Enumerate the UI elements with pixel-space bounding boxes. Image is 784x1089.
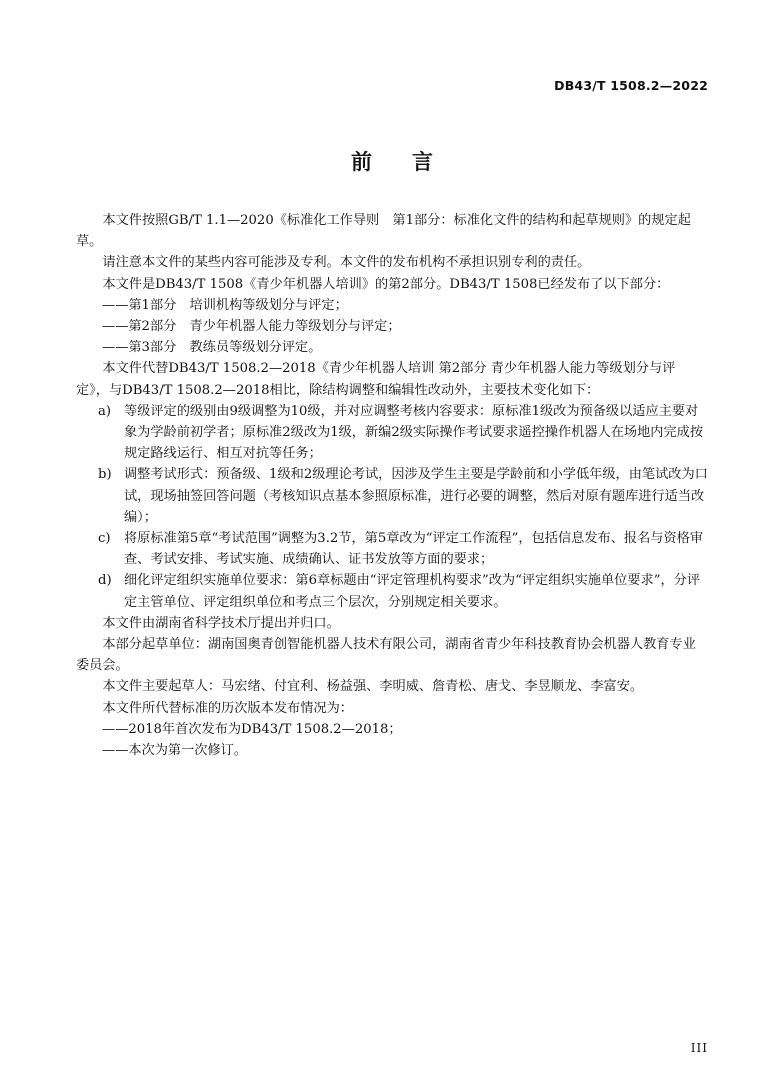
title-char-1: 前 xyxy=(351,150,372,174)
list-item-change-d xyxy=(76,570,708,612)
list-item-change-b xyxy=(76,464,708,528)
paragraph-patent-notice: 请注意本文件的某些内容可能涉及专利。本文件的发布机构不承担识别专利的责任。 xyxy=(102,255,591,271)
paragraph-proposer: 本文件由湖南省科学技术厅提出并归口。 xyxy=(102,615,340,631)
paragraph-part-of-series: 本文件是DB43/T 1508《青少年机器人培训》的第2部分。DB43/T 1508已经发布了以下部分： xyxy=(102,276,670,292)
page-title xyxy=(0,146,784,176)
list-marker: b) xyxy=(98,467,112,483)
list-item-part-1: ——第1部分 培训机构等级划分与评定； xyxy=(102,297,348,313)
list-item-change-c xyxy=(76,528,708,570)
list-text: 细化评定组织实施单位要求：第6章标题由“评定管理机构要求”改为“评定组织实施单位要求”，分评定主管单位、评定组织单位和考点三个层次，分别规定相关要求。 xyxy=(124,573,701,610)
list-item-change-a xyxy=(76,401,708,465)
list-marker: a) xyxy=(98,403,112,419)
paragraph-drafting-rules: 本文件按照GB/T 1.1—2020《标准化工作导则 第1部分：标准化文件的结构和起草规则》的规定起草。 xyxy=(76,213,691,250)
title-char-2: 言 xyxy=(412,150,433,174)
paragraph-drafting-units: 本部分起草单位：湖南国奥青创智能机器人技术有限公司，湖南省青少年科技教育协会机器人教育专业委员会。 xyxy=(76,637,696,674)
foreword-body xyxy=(76,210,708,761)
paragraph-drafters: 本文件主要起草人：马宏绪、付宜利、杨益强、李明威、詹青松、唐戈、李昱顺龙、李富安。 xyxy=(102,679,644,695)
list-text: 调整考试形式：预备级、1级和2级理论考试，因涉及学生主要是学龄前和小学低年级，由笔试改为口试，现场抽签回答问题（考核知识点基本参照原标准，进行必要的调整，然后对原有题库进行适当改编）； xyxy=(124,467,708,525)
list-item-history-2: ——本次为第一次修订。 xyxy=(102,743,248,759)
page-number: III xyxy=(690,1041,708,1055)
list-text: 将原标准第5章“考试范围”调整为3.2节，第5章改为“评定工作流程”，包括信息发布、报名与资格审查、考试安排、考试实施、成绩确认、证书发放等方面的要求； xyxy=(124,531,704,568)
paragraph-replaces: 本文件代替DB43/T 1508.2—2018《青少年机器人培训 第2部分 青少年机器人能力等级划分与评定》，与DB43/T 1508.2—2018相比，除结构调整和编辑性改动外，主要技术变化如下： xyxy=(76,361,676,398)
list-item-history-1: ——2018年首次发布为DB43/T 1508.2—2018； xyxy=(102,721,402,737)
list-text: 等级评定的级别由9级调整为10级，并对应调整考核内容要求：原标准1级改为预备级以适应主要对象为学龄前初学者；原标准2级改为1级，新编2级实际操作考试要求遥控操作机器人在场地内完成按规定路线运行、相互对抗等任务； xyxy=(124,403,704,462)
paragraph-history: 本文件所代替标准的历次版本发布情况为： xyxy=(102,700,353,716)
standard-code: DB43/T 1508.2—2022 xyxy=(554,78,708,93)
list-item-part-3: ——第3部分 教练员等级划分评定。 xyxy=(102,340,322,356)
list-item-part-2: ——第2部分 青少年机器人能力等级划分与评定； xyxy=(102,319,401,335)
list-marker: c) xyxy=(98,531,111,547)
list-marker: d) xyxy=(98,573,112,589)
